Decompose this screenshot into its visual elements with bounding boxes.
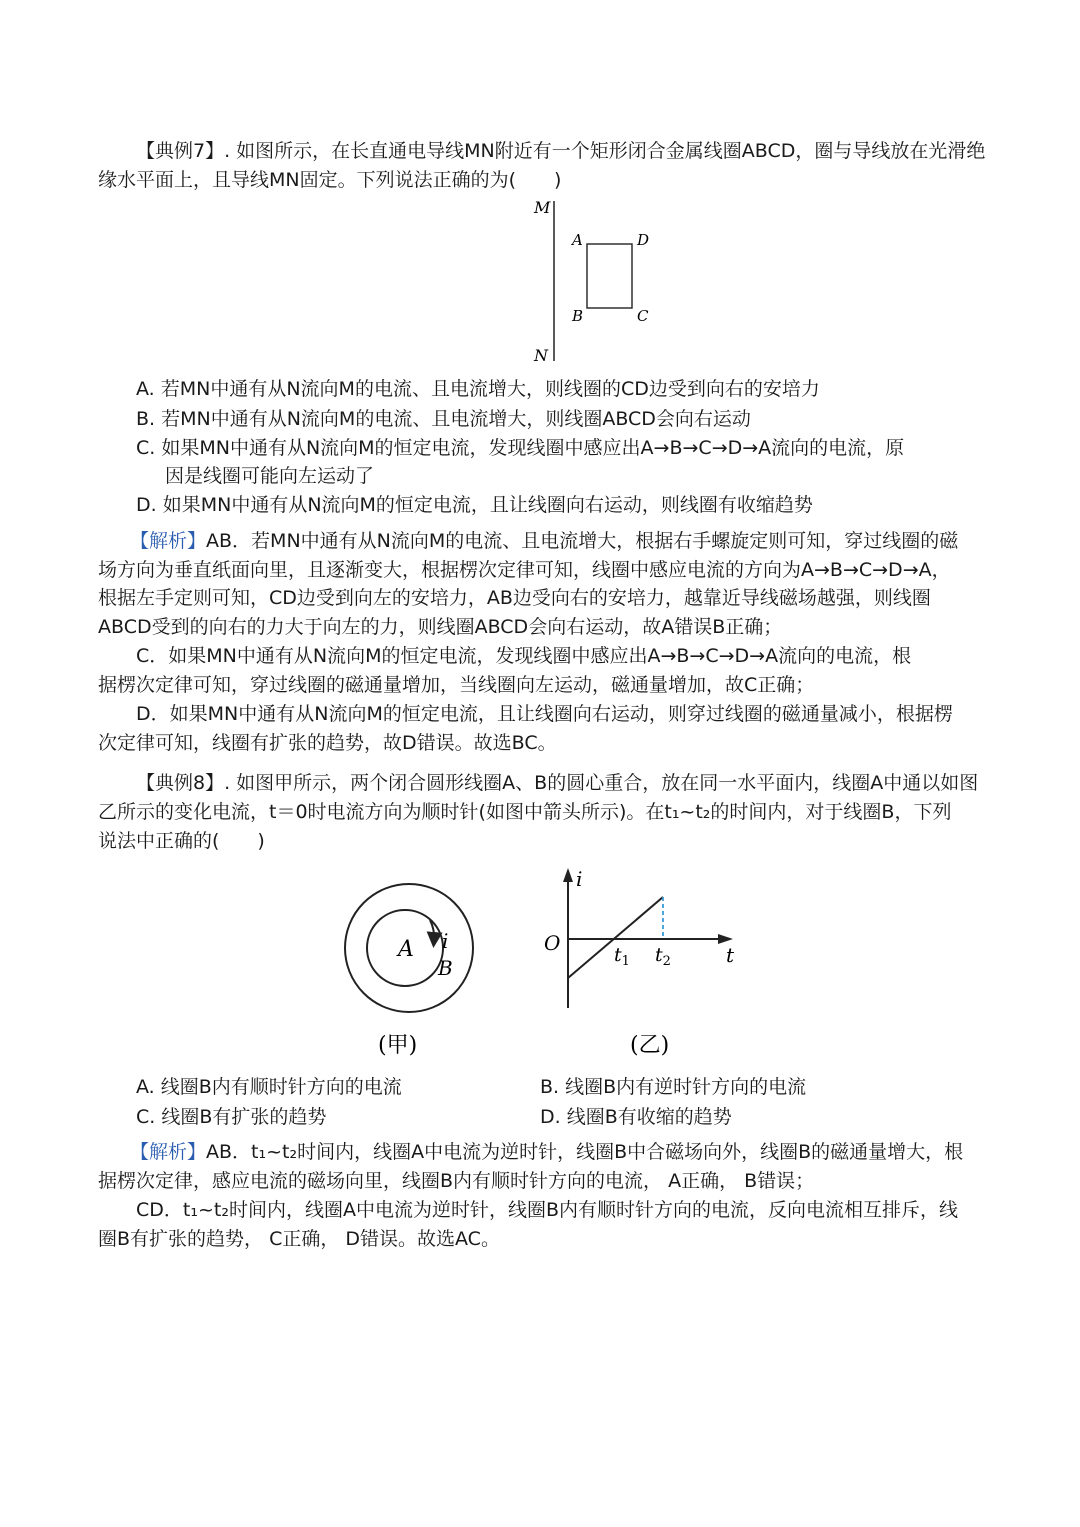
ex8-solution-line-4: 圈B有扩张的趋势， C正确， D错误。故选AC。 — [98, 1228, 500, 1250]
ex8-question-line-1: 【典例8】. 如图甲所示，两个闭合圆形线圈A、B的圆心重合，放在同一水平面内，线圈A中通以如图 — [136, 772, 979, 794]
ex7-solution-line-5: C．如果MN中通有从N流向M的恒定电流，发现线圈中感应出A→B→C→D→A流向的电流，根 — [136, 645, 912, 667]
ex7-solution-line-8: 次定律可知，线圈有扩张的趋势，故D错误。故选BC。 — [98, 732, 557, 754]
ex7-solution-line-3: 根据左手定则可知，CD边受到向左的安培力，AB边受向右的安培力，越靠近导线磁场越强，则线圈 — [98, 587, 931, 609]
ex8-option-b: B. 线圈B内有逆时针方向的电流 — [540, 1076, 807, 1098]
ex7-solution-line-7: D．如果MN中通有从N流向M的恒定电流，且让线圈向右运动，则穿过线圈的磁通量减小，根据楞 — [136, 703, 953, 725]
ex8-solution-line-3: CD．t₁~t₂时间内，线圈A中电流为逆时针，线圈B内有顺时针方向的电流，反向电流相互排斥，线 — [136, 1199, 958, 1221]
label-coil-a: A — [398, 937, 414, 962]
ex8-question-line-3: 说法中正确的( ) — [98, 830, 265, 852]
axis-i-label: i — [576, 867, 583, 891]
origin-label: O — [544, 931, 561, 955]
label-m: M — [534, 198, 551, 217]
ex7-question-line-2: 缘水平面上，且导线MN固定。下列说法正确的为( ) — [98, 169, 562, 191]
tick-t1: $t_1$ — [614, 944, 630, 969]
axis-i-arrow-icon — [563, 868, 573, 882]
caption-yi: (乙) — [630, 1033, 670, 1058]
ex7-solution-line-2: 场方向为垂直纸面向里，且逐渐变大，根据楞次定律可知，线圈中感应电流的方向为A→B→C→D→A， — [98, 559, 951, 581]
label-b: B — [572, 307, 584, 325]
ex8-figure-jia — [334, 880, 484, 1060]
ex7-solution-tag: 【解析】 — [130, 530, 207, 552]
ex7-question-line-1: 【典例7】. 如图所示，在长直通电导线MN附近有一个矩形闭合金属线圈ABCD，圈与导线放在光滑绝 — [136, 140, 986, 162]
ex8-solution-tag: 【解析】 — [130, 1141, 207, 1163]
ex7-solution-line-6: 据楞次定律可知，穿过线圈的磁通量增加，当线圈向左运动，磁通量增加，故C正确； — [98, 674, 815, 696]
ex8-option-c: C. 线圈B有扩张的趋势 — [136, 1106, 327, 1128]
label-d: D — [637, 231, 650, 249]
ex8-solution-line-1: 【解析】AB．t₁~t₂时间内，线圈A中电流为逆时针，线圈B中合磁场向外，线圈B的磁通量增大，根 — [130, 1141, 964, 1163]
coil-abcd — [587, 244, 632, 308]
ex8-question-line-2: 乙所示的变化电流，t＝0时电流方向为顺时针(如图中箭头所示)。在t₁~t₂的时间内，对于线圈B，下列 — [98, 801, 952, 823]
ex7-option-d: D. 如果MN中通有从N流向M的恒定电流，且让线圈向右运动，则线圈有收缩趋势 — [136, 494, 813, 516]
caption-jia: (甲) — [378, 1033, 418, 1058]
tick-t2: $t_2$ — [655, 944, 671, 969]
ex7-solution-line-4: ABCD受到的向右的力大于向左的力，则线圈ABCD会向右运动，故A错误B正确； — [98, 616, 783, 638]
ex8-option-a: A. 线圈B内有顺时针方向的电流 — [136, 1076, 402, 1098]
ex8-figure-yi — [536, 862, 746, 1060]
label-c: C — [637, 307, 649, 325]
ex8-solution-line-2: 据楞次定律，感应电流的磁场向里，线圈B内有顺时针方向的电流， A正确， B错误； — [98, 1170, 815, 1192]
label-coil-b: B — [438, 956, 453, 980]
axis-t-label: t — [726, 943, 735, 967]
ex7-option-c-line-2: 因是线圈可能向左运动了 — [165, 465, 375, 487]
ex7-solution-line-1: 【解析】AB．若MN中通有从N流向M的电流、且电流增大，根据右手螺旋定则可知，穿过线圈的磁 — [130, 530, 959, 552]
label-current-i: i — [442, 929, 449, 953]
ex8-option-d: D. 线圈B有收缩的趋势 — [540, 1106, 732, 1128]
ex7-figure — [520, 195, 670, 367]
label-n: N — [534, 346, 548, 365]
ex7-option-a: A. 若MN中通有从N流向M的电流、且电流增大，则线圈的CD边受到向右的安培力 — [136, 378, 820, 400]
ex7-option-b: B. 若MN中通有从N流向M的电流、且电流增大，则线圈ABCD会向右运动 — [136, 408, 751, 430]
label-a: A — [572, 231, 583, 249]
ex7-option-c-line-1: C. 如果MN中通有从N流向M的恒定电流，发现线圈中感应出A→B→C→D→A流向的电流，原 — [136, 437, 905, 459]
